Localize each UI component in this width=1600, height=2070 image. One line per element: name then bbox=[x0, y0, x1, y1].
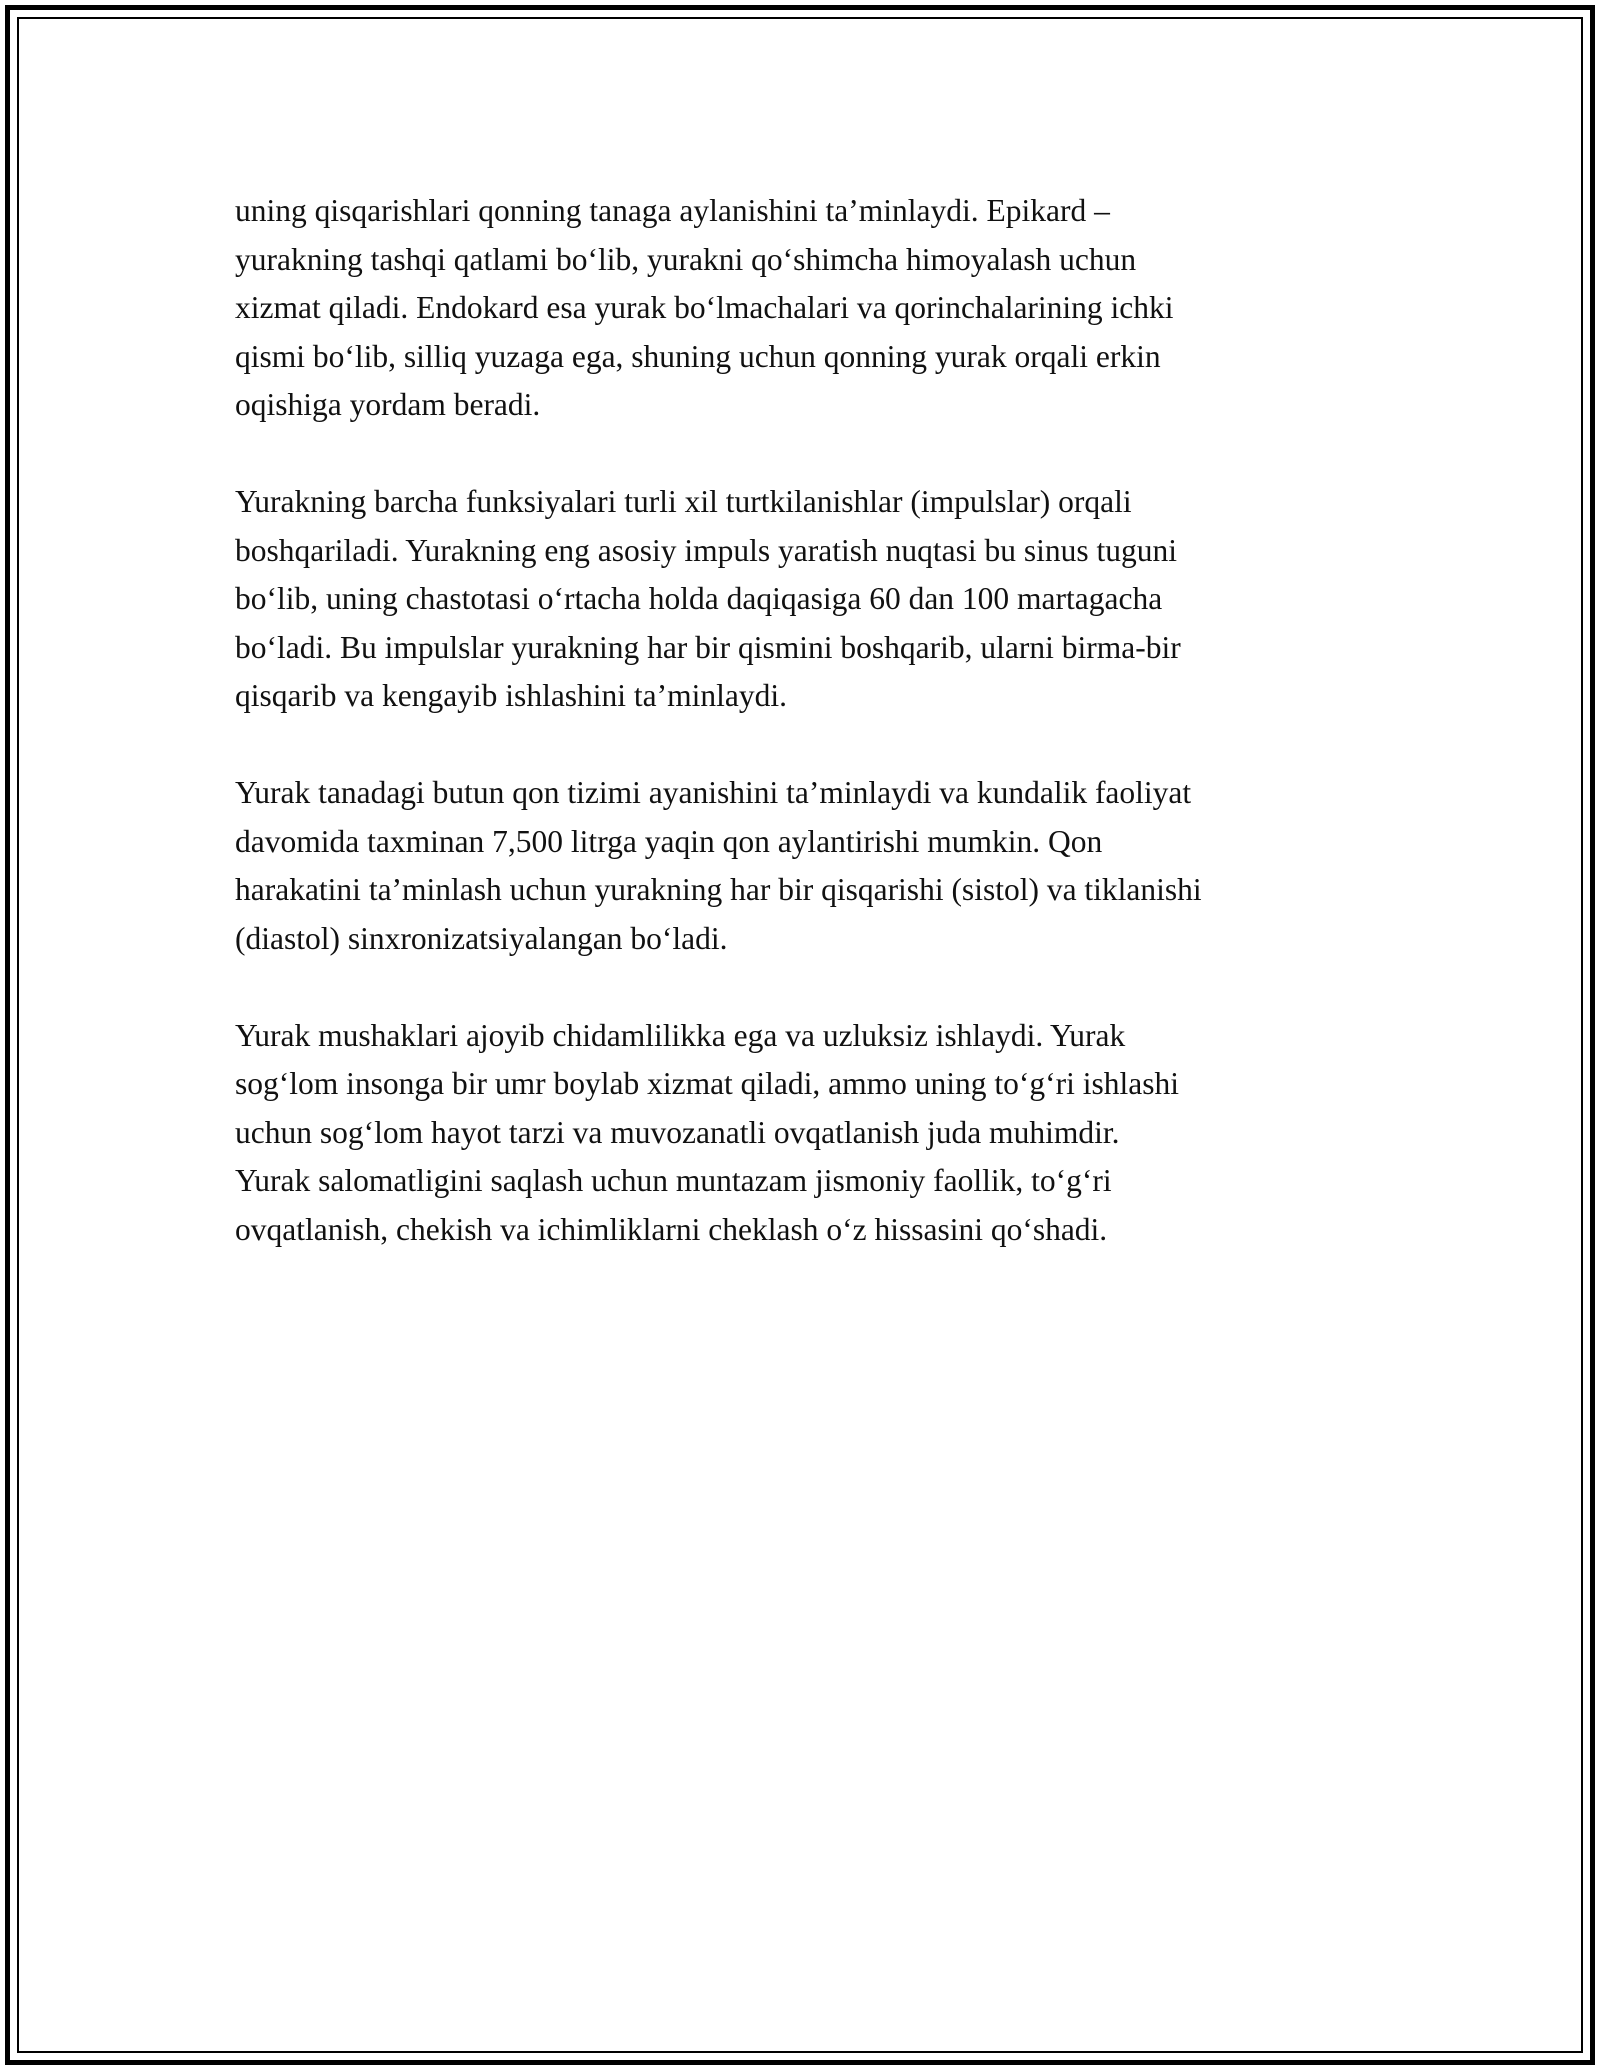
document-body bbox=[235, 187, 1375, 1303]
text-line: xizmat qiladi. Endokard esa yurak bo‘lmachalari va qorinchalarining ichki bbox=[235, 290, 1174, 325]
text-line: Yurak mushaklari ajoyib chidamlilikka ega va uzluksiz ishlaydi. Yurak bbox=[235, 1017, 1126, 1053]
text-line: Yurak salomatligini saqlash uchun muntazam jismoniy faollik, to‘g‘ri bbox=[235, 1163, 1112, 1198]
text-line: davomida taxminan 7,500 litrga yaqin qon aylantirishi mumkin. Qon bbox=[235, 823, 1103, 859]
paragraph-4 bbox=[235, 1012, 1375, 1255]
text-line: uning qisqarishlari qonning tanaga aylanishini ta’minlaydi. Epikard – bbox=[235, 193, 1110, 228]
text-line: oqishiga yordam beradi. bbox=[235, 387, 541, 422]
text-line: Yurakning barcha funksiyalari turli xil turtkilanishlar (impulslar) orqali bbox=[235, 484, 1132, 519]
paragraph-1 bbox=[235, 187, 1375, 430]
text-line: boshqariladi. Yurakning eng asosiy impuls yaratish nuqtasi bu sinus tuguni bbox=[235, 532, 1178, 568]
text-line: bo‘ladi. Bu impulslar yurakning har bir qismini boshqarib, ularni birma-bir bbox=[235, 629, 1181, 665]
text-line: qismi bo‘lib, silliq yuzaga ega, shuning uchun qonning yurak orqali erkin bbox=[235, 338, 1161, 374]
text-line: qisqarib va kengayib ishlashini ta’minlaydi. bbox=[235, 678, 788, 713]
text-line: uchun sog‘lom hayot tarzi va muvozanatli ovqatlanish juda muhimdir. bbox=[235, 1114, 1120, 1150]
text-line: yurakning tashqi qatlami bo‘lib, yurakni qo‘shimcha himoyalash uchun bbox=[235, 241, 1137, 277]
text-line: ovqatlanish, chekish va ichimliklarni cheklash o‘z hissasini qo‘shadi. bbox=[235, 1211, 1108, 1247]
text-line: bo‘lib, uning chastotasi o‘rtacha holda daqiqasiga 60 dan 100 martagacha bbox=[235, 581, 1163, 616]
paragraph-2 bbox=[235, 478, 1375, 721]
text-line: Yurak tanadagi butun qon tizimi ayanishini ta’minlaydi va kundalik faoliyat bbox=[235, 775, 1192, 810]
text-line: sog‘lom insonga bir umr boylab xizmat qiladi, ammo uning to‘g‘ri ishlashi bbox=[235, 1066, 1180, 1101]
text-line: (diastol) sinxronizatsiyalangan bo‘ladi. bbox=[235, 920, 728, 956]
text-line: harakatini ta’minlash uchun yurakning har bir qisqarishi (sistol) va tiklanishi bbox=[235, 872, 1202, 907]
paragraph-3 bbox=[235, 769, 1375, 963]
